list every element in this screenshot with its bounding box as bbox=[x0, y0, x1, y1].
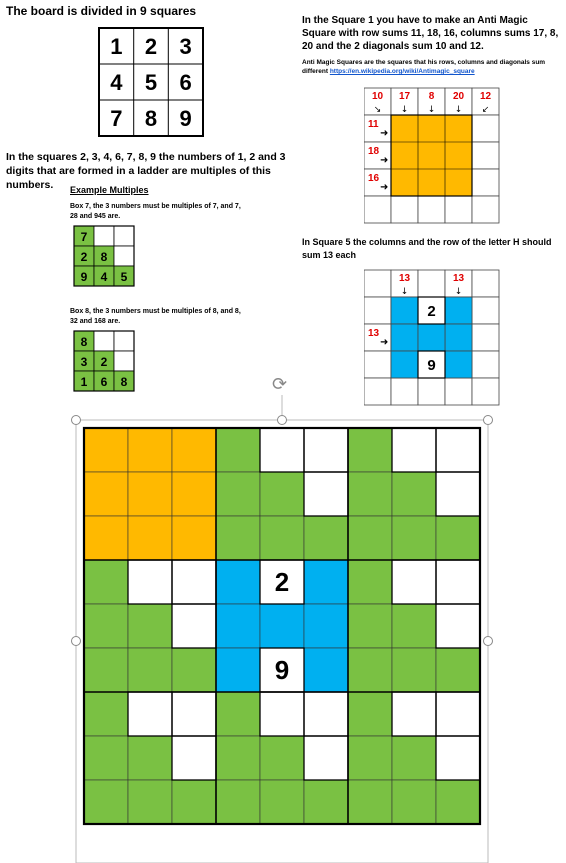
board-cell[interactable] bbox=[84, 516, 128, 560]
board-cell[interactable] bbox=[216, 428, 260, 472]
h-col-clue: 13 bbox=[452, 273, 465, 284]
board-cell[interactable] bbox=[304, 472, 348, 516]
board-cell[interactable] bbox=[84, 736, 128, 780]
board-cell[interactable] bbox=[436, 692, 480, 736]
example7-digit: 7 bbox=[80, 230, 88, 244]
board-cell[interactable] bbox=[392, 516, 436, 560]
board-cell[interactable] bbox=[260, 780, 304, 824]
board-cell[interactable] bbox=[172, 560, 216, 604]
board-cell[interactable] bbox=[304, 560, 348, 604]
board-cell[interactable] bbox=[436, 780, 480, 824]
antimagic-row-clue: 18 bbox=[368, 146, 380, 157]
board-cell[interactable] bbox=[128, 560, 172, 604]
board-cell[interactable] bbox=[348, 428, 392, 472]
resize-handle-middle-right[interactable] bbox=[483, 636, 493, 646]
board-cell[interactable] bbox=[304, 780, 348, 824]
board-cell[interactable] bbox=[216, 648, 260, 692]
given-digit-2: 2 bbox=[274, 567, 290, 597]
ladder-rule-text: In the squares 2, 3, 4, 6, 7, 8, 9 the numbers of 1, 2 and 3 digits that are formed in a ladder are multiples of this numbers. bbox=[6, 151, 286, 191]
antimagic-link[interactable]: https://en.wikipedia.org/wiki/Antimagic_square bbox=[329, 68, 475, 75]
board-cell[interactable] bbox=[216, 604, 260, 648]
board-cell[interactable] bbox=[348, 472, 392, 516]
example7-digit: 5 bbox=[120, 270, 128, 284]
example-heading: Example Multiples bbox=[70, 185, 149, 195]
arrow-icon: ➜ bbox=[380, 337, 389, 348]
antimagic-col-clue: 20 bbox=[452, 91, 465, 102]
example7-digit: 2 bbox=[80, 250, 88, 264]
arrow-icon: ➜ bbox=[380, 128, 389, 139]
board-cell[interactable] bbox=[128, 780, 172, 824]
board-cell[interactable] bbox=[172, 604, 216, 648]
board-cell[interactable] bbox=[128, 516, 172, 560]
resize-handle-top-right[interactable] bbox=[483, 415, 493, 425]
board-cell[interactable] bbox=[84, 780, 128, 824]
board-cell[interactable] bbox=[172, 780, 216, 824]
square5-rule-text: In Square 5 the columns and the row of the letter H should sum 13 each bbox=[302, 237, 552, 260]
board-cell[interactable] bbox=[172, 648, 216, 692]
board-cell[interactable] bbox=[84, 648, 128, 692]
h-col-clue: 13 bbox=[398, 273, 411, 284]
antimagic-col-clue: 10 bbox=[371, 91, 384, 102]
square1-rule-text: In the Square 1 you have to make an Anti Magic Square with row sums 11, 18, 16, columns sums 17, 8, 20 and the 2 diagonals sum 10 and 12. bbox=[302, 15, 559, 52]
board-cell[interactable] bbox=[128, 736, 172, 780]
board-cell[interactable] bbox=[348, 736, 392, 780]
h-row-clue: 13 bbox=[368, 328, 380, 339]
board-index-label: 8 bbox=[144, 106, 158, 131]
board-cell[interactable] bbox=[436, 560, 480, 604]
resize-handle-middle-left[interactable] bbox=[71, 636, 81, 646]
board-cell[interactable] bbox=[172, 516, 216, 560]
board-cell[interactable] bbox=[216, 780, 260, 824]
board-cell[interactable] bbox=[216, 736, 260, 780]
board-cell[interactable] bbox=[84, 472, 128, 516]
board-cell[interactable] bbox=[172, 472, 216, 516]
board-cell[interactable] bbox=[304, 428, 348, 472]
board-cell[interactable] bbox=[348, 604, 392, 648]
board-cell[interactable] bbox=[128, 472, 172, 516]
board-index-label: 5 bbox=[144, 70, 158, 95]
arrow-icon: ↙ bbox=[481, 105, 490, 115]
example7-digit: 4 bbox=[100, 270, 108, 284]
board-cell[interactable] bbox=[348, 692, 392, 736]
arrow-icon: ↓ bbox=[454, 105, 463, 115]
box7-example-text: Box 7, the 3 numbers must be multiples of 7, and 7, 28 and 945 are. bbox=[70, 203, 241, 220]
antimagic-col-clue: 12 bbox=[479, 91, 492, 102]
antimagic-row-clue: 11 bbox=[368, 119, 379, 130]
board-index-label: 9 bbox=[179, 106, 192, 131]
board-index-label: 6 bbox=[179, 70, 192, 95]
board-cell[interactable] bbox=[260, 516, 304, 560]
example7-digit: 8 bbox=[100, 250, 108, 264]
board-cell[interactable] bbox=[260, 604, 304, 648]
board-index-label: 7 bbox=[110, 106, 123, 131]
board-cell[interactable] bbox=[216, 516, 260, 560]
example8-digit: 8 bbox=[120, 375, 128, 389]
board-cell[interactable] bbox=[304, 604, 348, 648]
board-cell[interactable] bbox=[348, 560, 392, 604]
example7-digit: 9 bbox=[80, 270, 88, 284]
board-cell[interactable] bbox=[304, 516, 348, 560]
board-cell[interactable] bbox=[392, 560, 436, 604]
board-index-label: 1 bbox=[110, 34, 123, 59]
antimagic-definition-text: Anti Magic Squares are the squares that his rows, columns and diagonals sum different bbox=[302, 59, 546, 75]
board-index-label: 4 bbox=[110, 70, 123, 95]
board-cell[interactable] bbox=[172, 692, 216, 736]
board-cell[interactable] bbox=[84, 604, 128, 648]
given-digit-9: 9 bbox=[274, 655, 290, 685]
example8-digit: 8 bbox=[80, 335, 88, 349]
board-cell[interactable] bbox=[436, 736, 480, 780]
board-cell[interactable] bbox=[392, 648, 436, 692]
board-cell[interactable] bbox=[260, 736, 304, 780]
board-cell[interactable] bbox=[128, 648, 172, 692]
box8-example-text: Box 8, the 3 numbers must be multiples of 8, and 8, 32 and 168 are. bbox=[70, 308, 241, 325]
resize-handle-top-center[interactable] bbox=[277, 415, 287, 425]
board-cell[interactable] bbox=[304, 648, 348, 692]
board-cell[interactable] bbox=[216, 472, 260, 516]
board-cell[interactable] bbox=[172, 736, 216, 780]
antimagic-col-clue: 17 bbox=[398, 91, 411, 102]
page-title: The board is divided in 9 squares bbox=[6, 4, 197, 18]
example8-digit: 2 bbox=[100, 355, 108, 369]
board-cell[interactable] bbox=[304, 736, 348, 780]
board-cell[interactable] bbox=[436, 516, 480, 560]
board-cell[interactable] bbox=[260, 428, 304, 472]
board-cell[interactable] bbox=[216, 692, 260, 736]
board-cell[interactable] bbox=[260, 472, 304, 516]
example8-digit: 6 bbox=[100, 375, 108, 389]
board-cell[interactable] bbox=[392, 692, 436, 736]
antimagic-col-clue: 8 bbox=[428, 91, 435, 102]
arrow-icon: ➜ bbox=[380, 155, 389, 166]
board-index-label: 2 bbox=[144, 34, 158, 59]
example8-digit: 1 bbox=[80, 375, 88, 389]
board-cell[interactable] bbox=[436, 428, 480, 472]
h-given-bottom: 9 bbox=[427, 357, 436, 374]
board-cell[interactable] bbox=[128, 604, 172, 648]
board-cell[interactable] bbox=[392, 736, 436, 780]
board-cell[interactable] bbox=[348, 780, 392, 824]
arrow-icon: ↓ bbox=[400, 105, 409, 115]
board-cell[interactable] bbox=[128, 428, 172, 472]
board-cell[interactable] bbox=[128, 692, 172, 736]
board-cell[interactable] bbox=[172, 428, 216, 472]
antimagic-row-clue: 16 bbox=[368, 173, 380, 184]
rotate-handle-icon[interactable]: ⟳ bbox=[272, 374, 288, 394]
resize-handle-top-left[interactable] bbox=[71, 415, 81, 425]
board-cell[interactable] bbox=[436, 472, 480, 516]
board-cell[interactable] bbox=[392, 472, 436, 516]
board-cell[interactable] bbox=[84, 428, 128, 472]
board-cell[interactable] bbox=[436, 604, 480, 648]
arrow-icon: ➜ bbox=[380, 182, 389, 193]
board-cell[interactable] bbox=[436, 648, 480, 692]
h-given-top: 2 bbox=[427, 303, 436, 320]
board-index-label: 3 bbox=[179, 34, 192, 59]
board-cell[interactable] bbox=[392, 780, 436, 824]
board-cell[interactable] bbox=[392, 604, 436, 648]
arrow-icon: ↓ bbox=[400, 287, 409, 297]
arrow-icon: ↘ bbox=[373, 105, 382, 115]
example8-digit: 3 bbox=[80, 355, 88, 369]
board-cell[interactable] bbox=[84, 692, 128, 736]
arrow-icon: ↓ bbox=[427, 105, 436, 115]
board-cell[interactable] bbox=[260, 692, 304, 736]
board-cell[interactable] bbox=[304, 692, 348, 736]
arrow-icon: ↓ bbox=[454, 287, 463, 297]
board-cell[interactable] bbox=[348, 648, 392, 692]
board-cell[interactable] bbox=[84, 560, 128, 604]
board-cell[interactable] bbox=[392, 428, 436, 472]
board-cell[interactable] bbox=[216, 560, 260, 604]
board-cell[interactable] bbox=[348, 516, 392, 560]
